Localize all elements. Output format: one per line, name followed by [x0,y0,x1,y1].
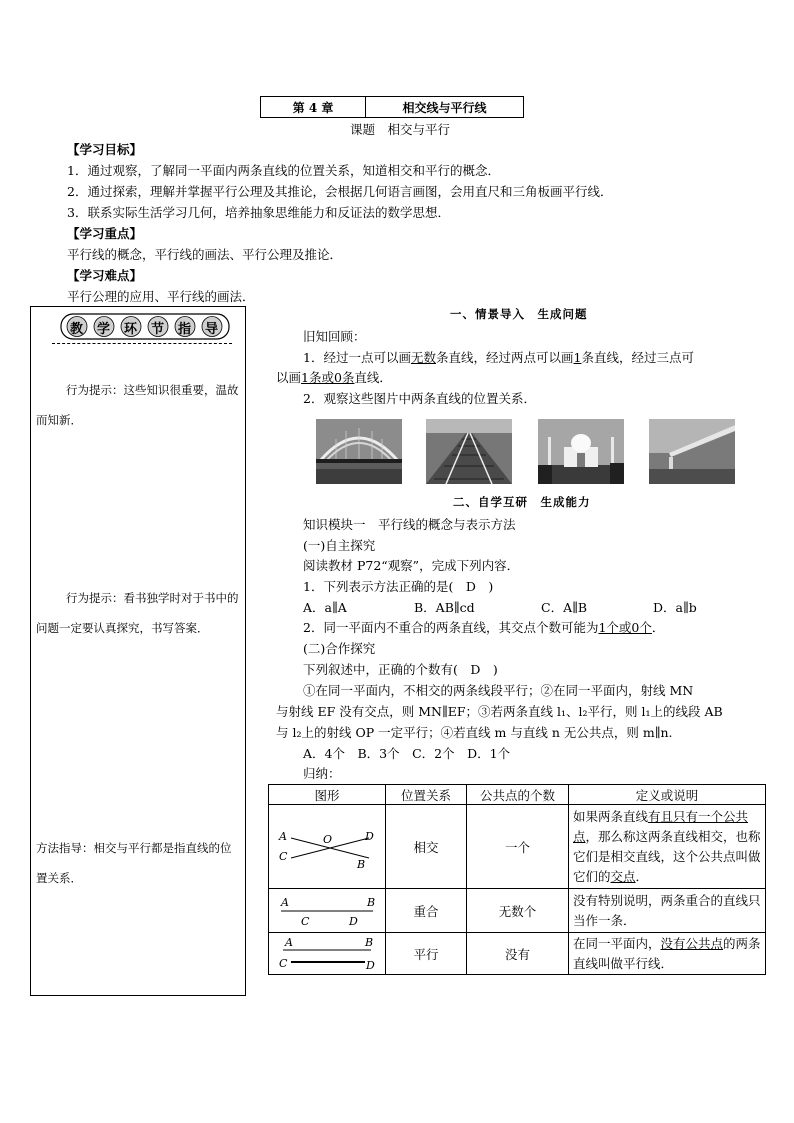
point-label: A [285,935,293,949]
point-label: A [279,829,287,843]
parallel-lines-diagram [277,936,377,972]
banner-char: 环 [124,322,138,337]
railway-photo [426,419,512,484]
table-row-parallel [269,933,766,975]
def-text: 的两条直线叫做平行线． [573,935,761,971]
point-label: C [301,914,310,928]
point-label: D [365,829,374,843]
def-key-term: 有且只有一个公共点 [573,808,749,844]
q-answer: 1个或0个 [598,620,652,635]
coinciding-lines-diagram [277,893,377,929]
header-relation: 位置关系 [386,785,467,805]
figure-coinciding-lines [269,889,386,933]
def-key-term: 交点 [610,868,636,884]
summary-table [268,784,766,975]
intersecting-lines-diagram [277,822,377,872]
question-1: 1．下列表示方法正确的是( D ) [303,579,494,594]
banner-char: 节 [151,322,165,337]
table-row-coincide [269,889,766,933]
header-figure: 图形 [269,785,386,805]
def-text: 在同一平面内， [573,935,661,951]
def-key-term: 没有公共点 [660,935,724,951]
difficulties-heading: 【学习难点】 [67,268,143,283]
building-photo [649,419,735,484]
q-text: 直线． [354,370,392,385]
q-text: 条直线，经过三点可 [581,350,694,365]
difficulties-text: 平行公理的应用、平行线的画法． [67,289,255,304]
section2-title: 二、自学互研 生成能力 [453,495,591,509]
point-label: B [367,895,376,909]
reading-instruction: 阅读教材 P72“观察”，完成下列内容． [303,558,520,573]
point-label: C [279,849,288,863]
figure-intersecting-lines [269,805,386,889]
banner-char: 学 [97,322,111,337]
objectives-heading: 【学习目标】 [67,142,143,157]
point-label: D [366,958,375,972]
def-text: 如果两条直线 [573,808,649,824]
banner-char: 导 [205,322,219,337]
objective-item: 1．通过观察，了解同一平面内两条直线的位置关系，知道相交和平行的概念． [67,163,500,178]
summary-label: 归纳： [303,766,341,781]
banner-char: 教 [70,322,84,337]
relation-cell: 平行 [386,933,467,975]
q-text: 以画 [276,370,302,385]
point-label: O [323,832,333,846]
q1-option-c: C．A∥B [541,600,588,615]
q3-statement-line: 与 l₂上的射线 OP 一定平行；④若直线 m 与直线 n 无公共点，则 m∥n. [276,725,673,740]
q-answer: 1条或0条 [301,370,355,385]
lesson-title: 课题 相交与平行 [350,122,451,137]
chapter-title: 相交线与平行线 [402,100,487,115]
figure-parallel-lines [269,933,386,975]
q1-option-a: A．a∥A [303,600,347,615]
table-header-row [269,785,766,805]
header-count: 公共点的个数 [467,785,569,805]
q1-option-b: B．AB∥cd [414,600,475,615]
def-text: ，那么称这两条直线相交，也称它们是相交直线，这个公共点叫做它们的 [573,828,761,884]
def-text: ． [635,868,649,884]
point-label: D [349,914,358,928]
point-label: C [279,956,288,970]
question-2 [303,619,664,637]
definition-cell [569,933,766,975]
part-self-study: (一)自主探究 [303,538,376,553]
chapter-number: 第 4 章 [261,97,366,117]
q-text: 2．同一平面内不重合的两条直线，其交点个数可能为 [303,620,599,635]
count-cell: 没有 [467,933,569,975]
tip-review: 行为提示：这些知识很重要，温故而知新． [36,383,239,427]
q3-statement-line: ①在同一平面内，不相交的两条线段平行；②在同一平面内，射线 MN [303,683,694,698]
q1-option-d: D．a∥b [653,600,697,615]
point-label: A [281,895,289,909]
key-points-text: 平行线的概念，平行线的画法、平行公理及推论． [67,247,343,262]
bridge-photo [316,419,402,484]
q3-statement-line: 与射线 EF 没有交点，则 MN∥EF；③若两条直线 l₁、l₂平行，则 l₁上的线段 AB [276,704,723,719]
taj-mahal-photo [538,419,624,484]
review-label: 旧知回顾： [303,329,366,344]
q3-options: A．4个 B．3个 C．2个 D．1个 [303,746,511,761]
tip-reading: 行为提示：看书独学时对于书中的问题一定要认真探究，书写答案． [36,591,239,635]
question-3: 下列叙述中，正确的个数有( D ) [303,662,498,677]
relation-cell: 相交 [386,805,467,889]
section1-title: 一、情景导入 生成问题 [450,307,588,321]
objective-item: 2．通过探索，理解并掌握平行公理及其推论，会根据几何语言画图，会用直尺和三角板画平行线． [67,184,613,199]
banner-char: 指 [178,322,192,337]
q-answer: 1 [573,350,582,365]
table-row-intersect [269,805,766,889]
chapter-header [260,96,524,118]
review-question-1 [303,349,694,367]
banner-text [60,313,230,340]
relation-cell: 重合 [386,889,467,933]
q-answer: 无数 [410,350,436,365]
review-question-1-cont [276,369,392,387]
header-definition: 定义或说明 [569,785,766,805]
module-title: 知识模块一 平行线的概念与表示方法 [303,517,516,532]
q-text: 条直线，经过两点可以画 [435,350,574,365]
count-cell: 一个 [467,805,569,889]
banner-divider [52,343,232,344]
part-cooperative: (二)合作探究 [303,641,376,656]
q-text: 1．经过一点可以画 [303,350,411,365]
point-label: B [357,857,366,871]
review-question-2: 2．观察这些图片中两条直线的位置关系． [303,391,536,406]
objective-item: 3．联系实际生活学习几何，培养抽象思维能力和反证法的数学思想． [67,205,450,220]
tip-method: 方法指导：相交与平行都是指直线的位置关系． [36,841,232,885]
definition-cell [569,805,766,889]
point-label: B [365,935,374,949]
count-cell: 无数个 [467,889,569,933]
key-points-heading: 【学习重点】 [67,226,143,241]
q-text: ． [651,620,665,635]
definition-cell: 没有特别说明，两条重合的直线只当作一条． [569,889,766,933]
